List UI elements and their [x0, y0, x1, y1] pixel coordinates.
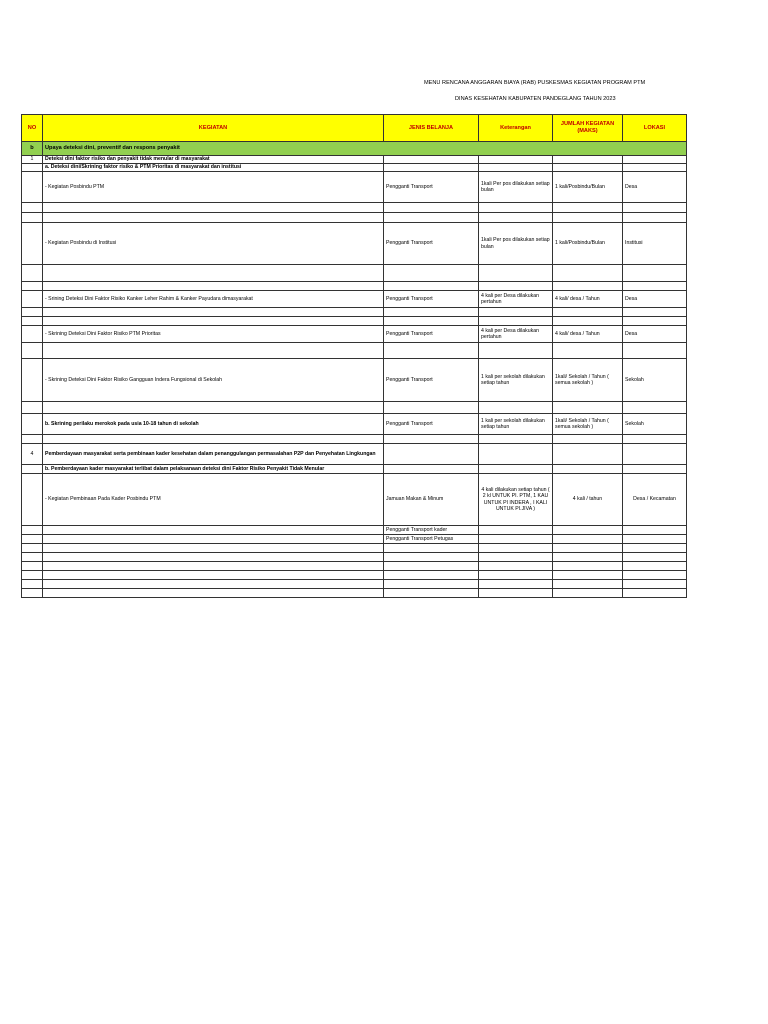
kegiatan-cell: - Kegiatan Posbindu di Institusi [43, 223, 384, 265]
table-row [22, 172, 687, 203]
kegiatan-cell: - Srining Deteksi Dini Faktor Risiko Kanker Leher Rahim & Kanker Payudara dimasyarakat [43, 291, 384, 308]
jumlah-cell: 1kali/ Sekolah / Tahun ( semua sekolah ) [553, 414, 623, 435]
jumlah-cell: 1kali/ Sekolah / Tahun ( semua sekolah ) [553, 359, 623, 402]
lokasi-cell: Desa [623, 172, 687, 203]
kegiatan-cell: - Kegiatan Posbindu PTM [43, 172, 384, 203]
col-header-no: NO [22, 115, 43, 142]
header-line-1: MENU RENCANA ANGGARAN BIAYA (RAB) PUSKESMAS KEGIATAN PROGRAM PTM [424, 80, 646, 86]
col-header-lokasi: LOKASI [623, 115, 687, 142]
rab-table [21, 114, 687, 598]
kegiatan-cell: - Skrining Deteksi Dini Faktor Risiko Gangguan Indera Fungsional di Sekolah [43, 359, 384, 402]
table-row [22, 535, 687, 544]
jenis-cell: Pengganti Transport kader [384, 526, 479, 535]
table-row [22, 526, 687, 535]
jenis-cell: Jamuan Makan & Minum [384, 474, 479, 526]
row-title: Deteksi dini faktor risiko dan penyakit tidak menular di masyarakat [43, 156, 384, 164]
lokasi-cell: Desa [623, 291, 687, 308]
keterangan-cell: 4 kali dilakukan setiap tahun ( 2 kl UNTUK PI. PTM, 1 KAU UNTUK PI INDERA , I KALI UNTUK PI.JIVA ) [479, 474, 553, 526]
lokasi-cell: Sekolah [623, 414, 687, 435]
jumlah-cell: 1 kali/Posbindu/Bulan [553, 223, 623, 265]
col-header-jumlah-kegiatan: JUMLAH KEGIATAN (MAKS) [553, 115, 623, 142]
kegiatan-cell: - Skrining Deteksi Dini Faktor Risiko PTM Prioritas [43, 326, 384, 343]
row-no: 4 [22, 444, 43, 465]
table-row [22, 326, 687, 343]
keterangan-cell: 1 kali per sekolah dilakukan setiap tahun [479, 414, 553, 435]
row-subtitle: b. Pemberdayaan kader masyarakat terlibat dalam pelaksanaan deteksi dini Faktor Risiko Penyakit Tidak Menular [43, 465, 384, 474]
table-row [22, 414, 687, 435]
lokasi-cell: Desa [623, 326, 687, 343]
table-header-row [22, 115, 687, 142]
row-title: Pemberdayaan masyarakat serta pembinaan kader kesehatan dalam penanggulangan permasalahan P2P dan Penyehatan Lingkungan [43, 444, 384, 465]
keterangan-cell: 1kali Per pos dilakukan setiap bulan [479, 172, 553, 203]
table-row [22, 156, 687, 164]
jumlah-cell: 4 kali/ desa / Tahun [553, 326, 623, 343]
jumlah-cell: 4 kali / tahun [553, 474, 623, 526]
lokasi-cell: Sekolah [623, 359, 687, 402]
jenis-cell: Pengganti Transport [384, 359, 479, 402]
keterangan-cell: 1kali Per pos dilakukan setiap bulan [479, 223, 553, 265]
keterangan-cell: 1 kali per sekolah dilakukan setiap tahun [479, 359, 553, 402]
col-header-kegiatan: KEGIATAN [43, 115, 384, 142]
keterangan-cell: 4 kali per Desa dilakukan pertahun [479, 326, 553, 343]
kegiatan-cell: - Kegiatan Pembinaan Pada Kader Posbindu PTM [43, 474, 384, 526]
lokasi-cell: Institusi [623, 223, 687, 265]
row-no: 1 [22, 156, 43, 164]
jenis-cell: Pengganti Transport [384, 172, 479, 203]
header-line-2: DINAS KESEHATAN KABUPATEN PANDEGLANG TAHUN 2023 [455, 96, 616, 102]
jenis-cell: Pengganti Transport [384, 326, 479, 343]
table-row [22, 164, 687, 172]
jenis-cell: Pengganti Transport [384, 223, 479, 265]
section-title: Upaya deteksi dini, preventif dan respons penyakit [43, 142, 687, 156]
jenis-cell: Pengganti Transport [384, 291, 479, 308]
row-subtitle: a. Deteksi dini/Skrining faktor risiko & PTM Prioritas di masyarakat dan institusi [43, 164, 384, 172]
table-row [22, 223, 687, 265]
jumlah-cell: 1 kali/Posbindu/Bulan [553, 172, 623, 203]
table-row [22, 359, 687, 402]
section-no: b [22, 142, 43, 156]
table-row [22, 465, 687, 474]
jenis-cell: Pengganti Transport Petugas [384, 535, 479, 544]
section-row [22, 142, 687, 156]
jenis-cell: Pengganti Transport [384, 414, 479, 435]
lokasi-cell: Desa / Kecamatan [623, 474, 687, 526]
table-row [22, 444, 687, 465]
col-header-keterangan: Keterangan [479, 115, 553, 142]
table-row [22, 474, 687, 526]
kegiatan-cell: b. Skrining perilaku merokok pada usia 10-18 tahun di sekolah [43, 414, 384, 435]
table-row [22, 291, 687, 308]
keterangan-cell: 4 kali per Desa dilakukan pertahun [479, 291, 553, 308]
jumlah-cell: 4 kali/ desa / Tahun [553, 291, 623, 308]
col-header-jenis-belanja: JENIS BELANJA [384, 115, 479, 142]
